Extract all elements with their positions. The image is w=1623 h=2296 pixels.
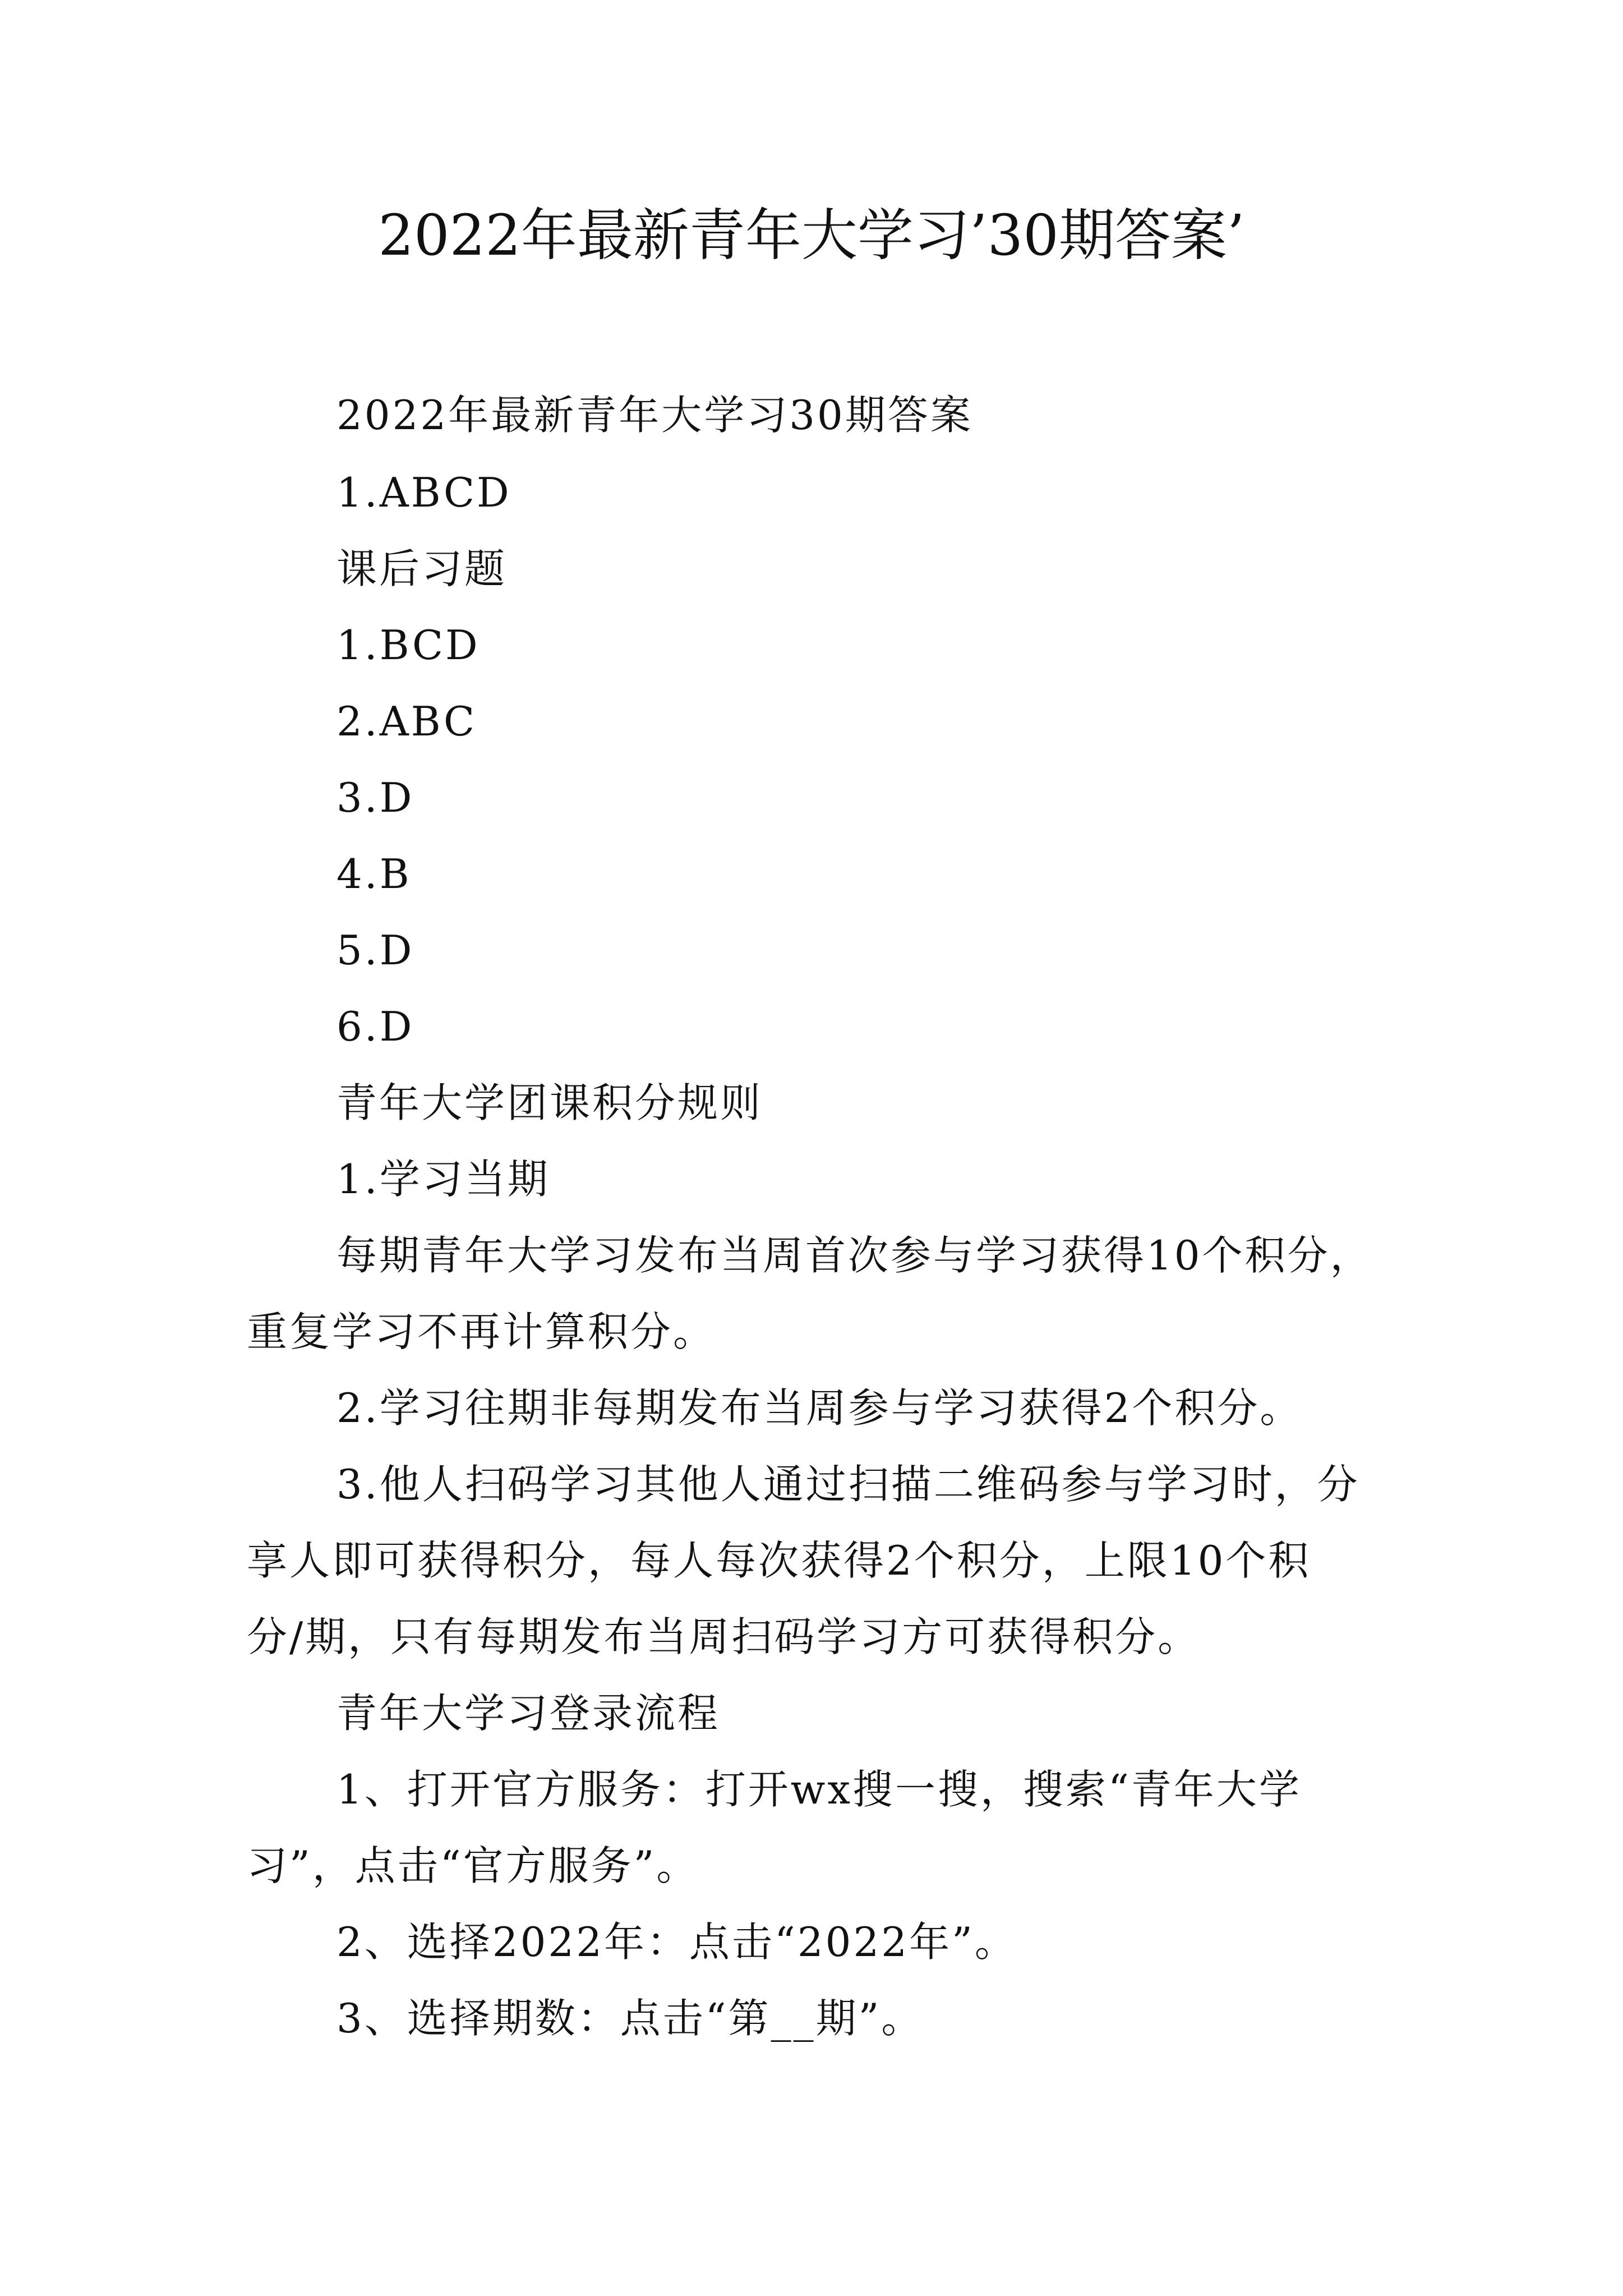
section-heading: 课后习题 [336, 545, 508, 592]
answer-line: 1.BCD [336, 622, 480, 669]
paragraph-line: 享人即可获得积分，每人每次获得2个积分，上限10个积 [247, 1537, 1311, 1584]
document-title: 2022年最新青年大学习’30期答案’ [378, 203, 1245, 268]
answer-line: 5.D [336, 927, 414, 974]
answer-line: 6.D [336, 1003, 414, 1050]
answer-line: 4.B [336, 850, 412, 898]
paragraph-line: 每期青年大学习发布当周首次参与学习获得10个积分， [336, 1232, 1373, 1279]
answer-line: 2.ABC [336, 698, 477, 745]
paragraph-line: 1、打开官方服务：打开wx搜一搜，搜索“青年大学 [336, 1766, 1302, 1813]
paragraph-line: 习”，点击“官方服务”。 [247, 1842, 699, 1889]
section-heading: 青年大学团课积分规则 [336, 1079, 763, 1126]
paragraph-line: 3.他人扫码学习其他人通过扫描二维码参与学习时，分 [336, 1461, 1360, 1508]
paragraph-line: 2.学习往期非每期发布当周参与学习获得2个积分。 [336, 1384, 1303, 1432]
subtitle-line: 2022年最新青年大学习30期答案 [336, 392, 973, 439]
paragraph-line: 2、选择2022年：点击“2022年”。 [336, 1918, 1017, 1966]
paragraph-line: 重复学习不再计算积分。 [247, 1308, 716, 1355]
section-heading: 青年大学习登录流程 [336, 1690, 721, 1737]
rule-heading: 1.学习当期 [336, 1156, 550, 1203]
paragraph-line: 3、选择期数：点击“第__期”。 [336, 1995, 924, 2042]
answer-line: 1.ABCD [336, 469, 511, 516]
answer-line: 3.D [336, 774, 414, 821]
paragraph-line: 分/期，只有每期发布当周扫码学习方可获得积分。 [247, 1613, 1201, 1660]
